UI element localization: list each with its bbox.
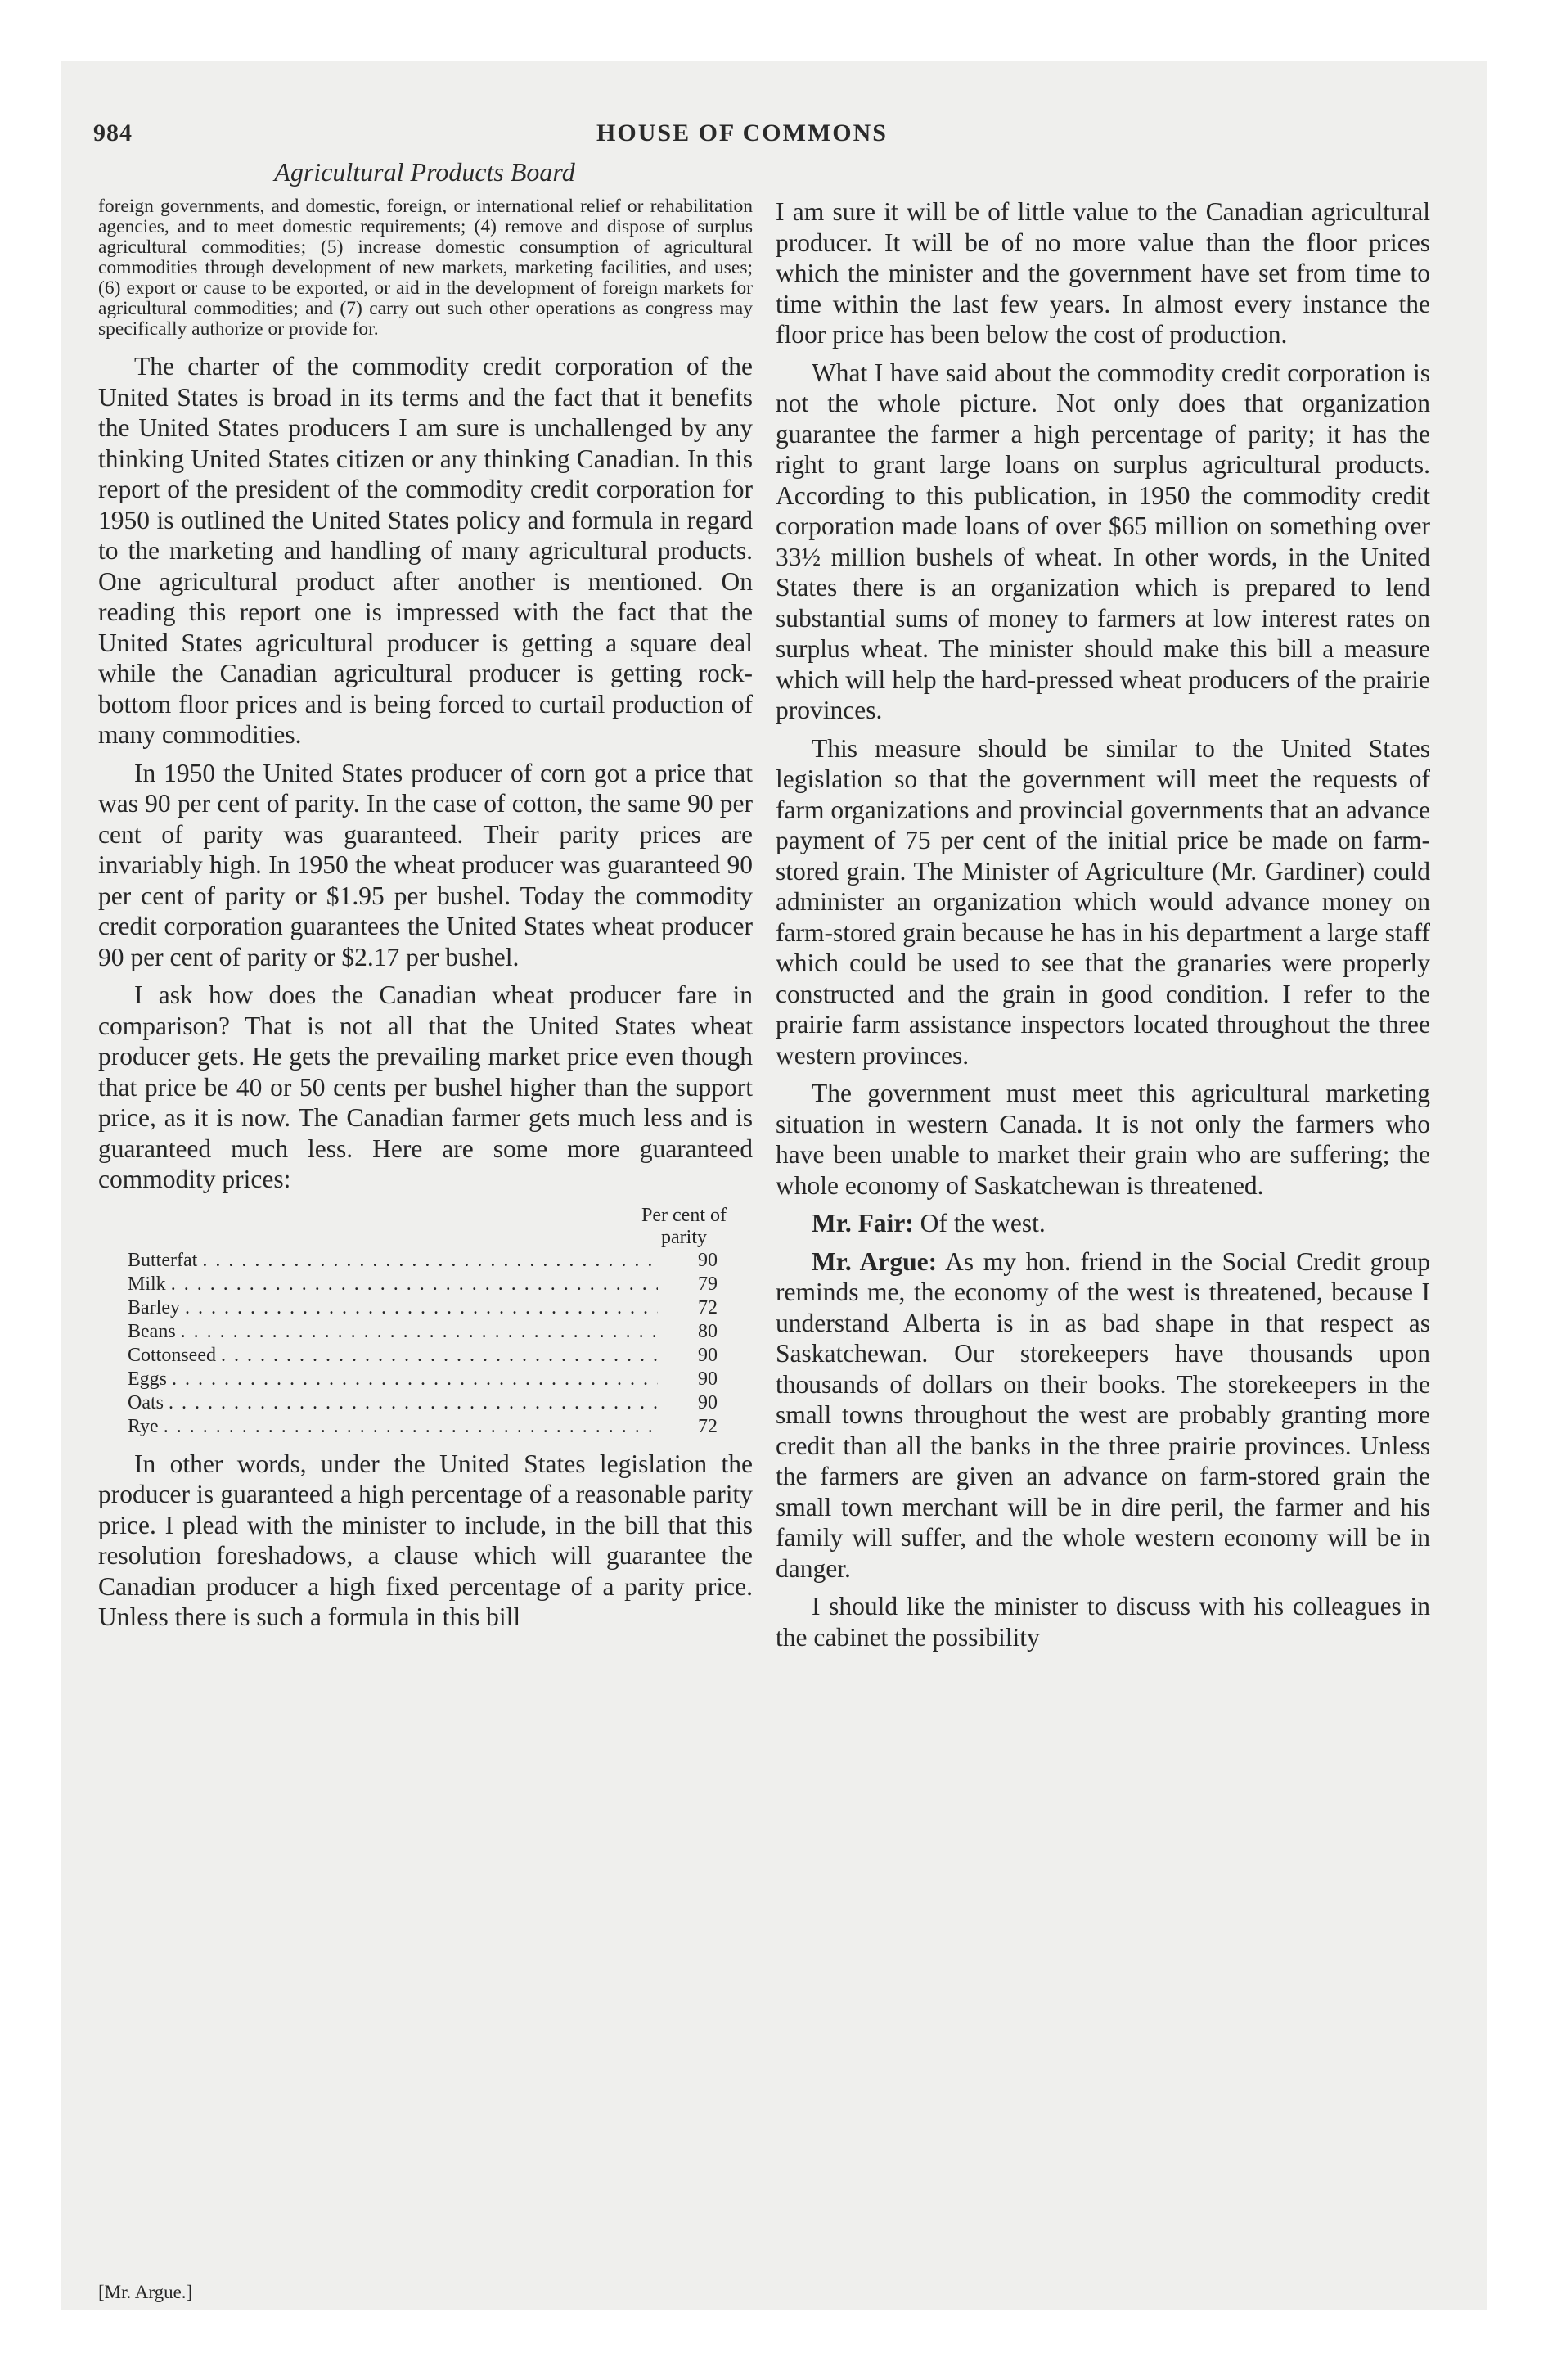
page-header bbox=[93, 119, 1391, 157]
leader-dots bbox=[172, 1368, 658, 1391]
leader-dots bbox=[164, 1415, 658, 1439]
table-header bbox=[98, 1205, 753, 1249]
paragraph: In 1950 the United States producer of corn got a price that was 90 per cent of parity. In the case of cotton, the same 90 per cent of parity was guaranteed. Their parity prices are invariably high. In 1950 the wheat producer was guaranteed 90 per cent of parity or $1.95 per bushel. Today the commodity credit corporation guarantees the United States wheat producer 90 per cent of parity or $2.17 per bushel. bbox=[98, 758, 753, 971]
paragraph: In other words, under the United States legislation the producer is guaranteed a high percentage of a reasonable parity price. I plead with the minister to include, in the bill that this resolution foreshadows, a clause which will guarantee the Canadian producer a high fixed percentage of a parity price. Unless there is such a formula in this bill bbox=[98, 1449, 753, 1631]
parity-value: 72 bbox=[698, 1296, 718, 1318]
commodity-name: Eggs bbox=[128, 1368, 167, 1390]
parity-value: 72 bbox=[698, 1415, 718, 1437]
parity-table bbox=[98, 1205, 753, 1439]
table-row bbox=[98, 1391, 753, 1415]
table-header-line2: parity bbox=[661, 1226, 707, 1248]
parity-value: 90 bbox=[698, 1344, 718, 1366]
table-row bbox=[98, 1320, 753, 1344]
table-row bbox=[98, 1368, 753, 1391]
commodity-name: Butterfat bbox=[128, 1249, 198, 1271]
paragraph: The government must meet this agricultural marketing situation in western Canada. It is not only the farmers who have been unable to market their grain who are suffering; the whole economy of Saskatchewan is threatened. bbox=[776, 1079, 1430, 1200]
running-title: HOUSE OF COMMONS bbox=[596, 119, 888, 146]
commodity-name: Rye bbox=[128, 1415, 159, 1437]
speaker-name: Mr. Argue: bbox=[812, 1246, 938, 1276]
paragraph: I should like the minister to discuss with his colleagues in the cabinet the possibility bbox=[776, 1592, 1430, 1652]
page-number: 984 bbox=[93, 119, 133, 146]
leader-dots bbox=[169, 1391, 658, 1415]
quoted-passage: foreign governments, and domestic, foreign, or international relief or rehabilitation agencies, and to meet domestic requirements; (4) remove and dispose of surplus agricultural commodities; (5) increase domestic consumption of agricultural commodities through development of new markets, marketing facilities, and uses; (6) export or cause to be exported, or aid in the development of foreign markets for agricultural commodities; and (7) carry out such other operations as congress may specifically authorize or provide for. bbox=[98, 196, 753, 340]
parity-value: 90 bbox=[698, 1249, 718, 1271]
leader-dots bbox=[185, 1296, 658, 1320]
paragraph: This measure should be similar to the United States legislation so that the government will meet the requests of farm organizations and provincial governments that an advance payment of 75 per cent of the initial price be made on farm-stored grain. The Minister of Agriculture (Mr. Gardiner) could administer an organization which would advance money on farm-stored grain because he has in his department a large staff which could be used to see that the granaries were properly constructed and the grain in good condition. I refer to the prairie farm assistance inspectors located throughout the three western provinces. bbox=[776, 733, 1430, 1070]
commodity-name: Oats bbox=[128, 1391, 164, 1413]
leader-dots bbox=[202, 1249, 658, 1273]
footer-speaker-note: [Mr. Argue.] bbox=[98, 2282, 193, 2302]
section-subtitle: Agricultural Products Board bbox=[274, 157, 575, 187]
table-row bbox=[98, 1273, 753, 1296]
speech-paragraph bbox=[776, 1246, 1430, 1584]
table-row bbox=[98, 1296, 753, 1320]
right-column bbox=[776, 196, 1430, 1652]
speech-paragraph bbox=[776, 1208, 1430, 1239]
paragraph: The charter of the commodity credit corporation of the United States is broad in its terms and the fact that it benefits the United States producers I am sure is unchallenged by any thinking United States citizen or any thinking Canadian. In this report of the president of the commodity credit corporation for 1950 is outlined the United States policy and formula in regard to the marketing and handling of many agricultural products. One agricultural product after another is mentioned. On reading this report one is impressed with the fact that the United States agricultural producer is getting a square deal while the Canadian agricultural producer is getting rock-bottom floor prices and is being forced to curtail production of many commodities. bbox=[98, 352, 753, 749]
commodity-name: Milk bbox=[128, 1273, 166, 1295]
commodity-name: Beans bbox=[128, 1320, 176, 1342]
table-row bbox=[98, 1344, 753, 1368]
paragraph: I am sure it will be of little value to the Canadian agricultural producer. It will be of no more value than the floor prices which the minister and the government have set from time to time within the last few years. In almost every instance the floor price has been below the cost of production. bbox=[776, 197, 1430, 349]
parity-value: 80 bbox=[698, 1320, 718, 1342]
table-header-line1: Per cent of bbox=[641, 1204, 727, 1226]
paragraph: What I have said about the commodity credit corporation is not the whole picture. Not only does that organization guarantee the farmer a high percentage of parity; it has the right to grant large loans on surplus agricultural products. According to this publication, in 1950 the commodity credit corporation made loans of over $65 million on something over 33½ million bushels of wheat. In other words, in the United States there is an organization which is prepared to lend substantial sums of money to farmers at low interest rates on surplus wheat. The minister should make this bill a measure which will help the hard-pressed wheat producers of the prairie provinces. bbox=[776, 358, 1430, 724]
speaker-name: Mr. Fair: bbox=[812, 1209, 914, 1237]
parity-value: 90 bbox=[698, 1391, 718, 1413]
commodity-name: Cottonseed bbox=[128, 1344, 216, 1366]
commodity-name: Barley bbox=[128, 1296, 180, 1318]
paragraph: I ask how does the Canadian wheat producer fare in comparison? That is not all that the United States wheat producer gets. He gets the prevailing market price even though that price be 40 or 50 cents per bushel higher than the support price, as it is now. The Canadian farmer gets much less and is guaranteed much less. Here are some more guaranteed commodity prices: bbox=[98, 980, 753, 1193]
leader-dots bbox=[171, 1273, 658, 1296]
leader-dots bbox=[221, 1344, 658, 1368]
speech-text: Of the west. bbox=[913, 1209, 1046, 1237]
left-column bbox=[98, 196, 753, 1633]
parity-value: 90 bbox=[698, 1368, 718, 1390]
table-row bbox=[98, 1249, 753, 1273]
parity-value: 79 bbox=[698, 1273, 718, 1295]
table-row bbox=[98, 1415, 753, 1439]
leader-dots bbox=[181, 1320, 658, 1344]
speech-text: As my hon. friend in the Social Credit group reminds me, the economy of the west is threatened, because I understand Alberta is in as bad shape in that respect as Saskatchewan. Our storekeepers have thousands upon thousands of dollars on their books. The storekeepers in the small towns throughout the west are probably granting more credit than all the banks in the three prairie provinces. Unless the farmers are given an advance on farm-stored grain the small town merchant will be in dire peril, the farmer and his family will suffer, and the whole western economy will be in danger. bbox=[776, 1246, 1430, 1583]
